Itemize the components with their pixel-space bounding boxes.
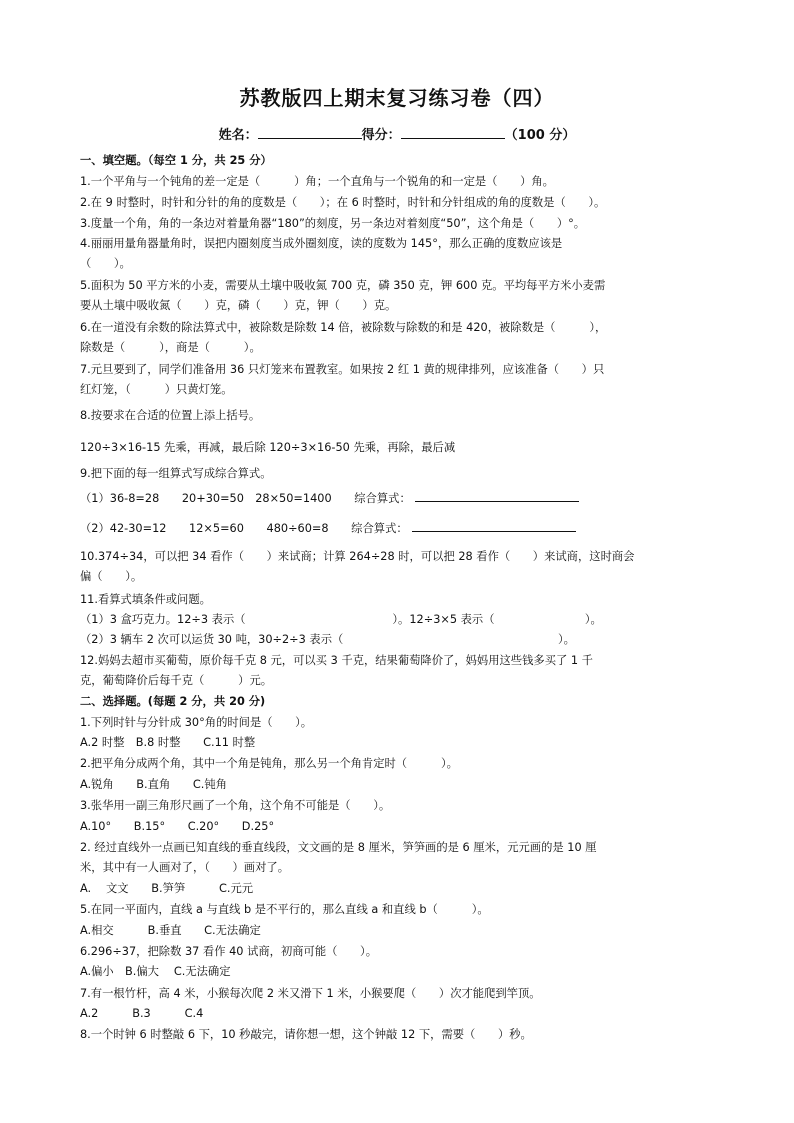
s2-q1-options: A.2 时整 B.8 时整 C.11 时整 bbox=[80, 736, 256, 749]
q8-line: 8.按要求在合适的位置上添上括号。 bbox=[80, 409, 261, 422]
student-info-line bbox=[0, 124, 794, 143]
s2-q4-options: A. 文文 B.笋笋 C.元元 bbox=[80, 882, 254, 895]
s2-q6-options: A.偏小 B.偏大 C.无法确定 bbox=[80, 965, 231, 978]
q12-line-cont: 克，葡萄降价后每千克（ ）元。 bbox=[80, 674, 273, 687]
s2-q4: 2. 经过直线外一点画已知直线的垂直线段，文文画的是 8 厘米，笋笋画的是 6 厘米，元元画的是 10 厘 bbox=[80, 841, 597, 854]
q9-part1-label: 综合算式： bbox=[354, 492, 411, 505]
section1-heading: 一、填空题。（每空 1 分，共 25 分） bbox=[80, 154, 272, 167]
q11-part2: （2）3 辆车 2 次可以运货 30 吨，30÷2÷3 表示（ ）。 bbox=[80, 633, 575, 646]
page-title: 苏教版四上期末复习练习卷（四） bbox=[239, 86, 555, 110]
q9-part2-label: 综合算式： bbox=[351, 522, 408, 535]
s2-q7-options: A.2 B.3 C.4 bbox=[80, 1007, 204, 1020]
q2-line: 2.在 9 时整时，时针和分针的角的度数是（ ）；在 6 时整时，时针和分针组成的角的度数是（ ）。 bbox=[80, 196, 606, 209]
q8-expressions: 120÷3×16-15 先乘，再减，最后除 120÷3×16-50 先乘，再除，最后减 bbox=[80, 441, 456, 454]
s2-q6: 6.296÷37，把除数 37 看作 40 试商，初商可能（ ）。 bbox=[80, 945, 377, 958]
q7-line-cont: 红灯笼，（ ）只黄灯笼。 bbox=[80, 383, 233, 396]
s2-q2: 2.把平角分成两个角，其中一个角是钝角，那么另一个角肯定时（ ）。 bbox=[80, 757, 458, 770]
q5-line: 5.面积为 50 平方米的小麦，需要从土壤中吸收氮 700 克，磷 350 克，钾 600 克。平均每平方米小麦需 bbox=[80, 279, 606, 292]
s2-q7: 7.有一根竹杆，高 4 米，小猴每次爬 2 米又滑下 1 米，小猴要爬（ ）次才能爬到竿顶。 bbox=[80, 987, 541, 1000]
q11-part1: （1）3 盒巧克力。12÷3 表示（ ）。12÷3×5 表示（ ）。 bbox=[80, 613, 602, 626]
q3-line: 3.度量一个角，角的一条边对着量角器“180”的刻度，另一条边对着刻度“50”，这个角是（ ）°。 bbox=[80, 217, 586, 230]
score-label: 得分： bbox=[361, 128, 401, 143]
name-label: 姓名： bbox=[218, 128, 258, 143]
q9-part1-answer-line[interactable] bbox=[415, 491, 579, 502]
q10-line-cont: 偏（ ）。 bbox=[80, 570, 143, 583]
score-blank[interactable] bbox=[401, 126, 505, 139]
total-score: （100 分） bbox=[504, 128, 576, 143]
q7-line: 7.元旦要到了，同学们准备用 36 只灯笼来布置教室。如果按 2 红 1 黄的规律排列，应该准备（ ）只 bbox=[80, 363, 605, 376]
q9-part2-expr: （2）42-30=12 12×5=60 480÷60=8 bbox=[80, 522, 329, 535]
q1-line: 1.一个平角与一个钝角的差一定是（ ）角；一个直角与一个锐角的和一定是（ ）角。 bbox=[80, 175, 554, 188]
s2-q8: 8.一个时钟 6 时整敲 6 下，10 秒敲完，请你想一想，这个钟敲 12 下，需要（ ）秒。 bbox=[80, 1028, 532, 1041]
q4-line-cont: （ ）。 bbox=[80, 257, 131, 270]
q9-part1 bbox=[80, 491, 579, 507]
s2-q3: 3.张华用一副三角形尺画了一个角，这个角不可能是（ ）。 bbox=[80, 799, 391, 812]
s2-q5-options: A.相交 B.垂直 C.无法确定 bbox=[80, 924, 261, 937]
s2-q2-options: A.锐角 B.直角 C.钝角 bbox=[80, 778, 227, 791]
q11-line: 11.看算式填条件或问题。 bbox=[80, 593, 211, 606]
q6-line: 6.在一道没有余数的除法算式中，被除数是除数 14 倍，被除数与除数的和是 420，被除数是（ ）， bbox=[80, 321, 607, 334]
q9-part2-answer-line[interactable] bbox=[412, 521, 576, 532]
s2-q5: 5.在同一平面内，直线 a 与直线 b 是不平行的，那么直线 a 和直线 b（ ）。 bbox=[80, 903, 489, 916]
section2-heading: 二、选择题。(每题 2 分，共 20 分) bbox=[80, 695, 266, 708]
q4-line: 4.丽丽用量角器量角时，误把内圈刻度当成外圈刻度，读的度数为 145°，那么正确的度数应该是 bbox=[80, 237, 563, 250]
s2-q1: 1.下列时针与分针成 30°角的时间是（ ）。 bbox=[80, 716, 313, 729]
q5-line-cont: 要从土壤中吸收氮（ ）克，磷（ ）克，钾（ ）克。 bbox=[80, 299, 397, 312]
s2-q3-options: A.10° B.15° C.20° D.25° bbox=[80, 820, 275, 833]
q10-line: 10.374÷34，可以把 34 看作（ ）来试商；计算 264÷28 时，可以把 28 看作（ ）来试商，这时商会 bbox=[80, 550, 635, 563]
q6-line-cont: 除数是（ ），商是（ ）。 bbox=[80, 341, 261, 354]
q12-line: 12.妈妈去超市买葡萄，原价每千克 8 元，可以买 3 千克，结果葡萄降价了，妈妈用这些钱多买了 1 千 bbox=[80, 654, 593, 667]
q9-part1-expr: （1）36-8=28 20+30=50 28×50=1400 bbox=[80, 492, 332, 505]
s2-q4-cont: 米，其中有一人画对了，（ ）画对了。 bbox=[80, 861, 289, 874]
name-blank[interactable] bbox=[258, 126, 362, 139]
q9-line: 9.把下面的每一组算式写成综合算式。 bbox=[80, 467, 272, 480]
q9-part2 bbox=[80, 521, 576, 537]
